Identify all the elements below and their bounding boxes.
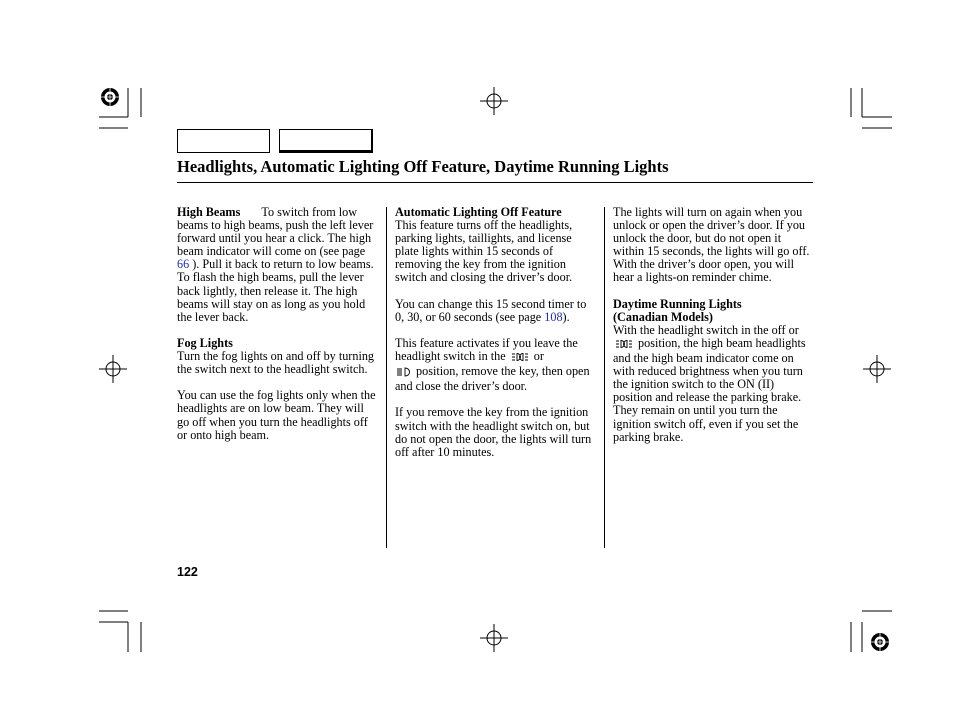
activate-text-a: This feature activates if you leave the headlight switch in the: [395, 335, 578, 364]
high-beams-page-link[interactable]: 66: [177, 257, 190, 272]
activate-text-or: or: [533, 349, 544, 364]
alo-heading: Automatic Lighting Off Feature: [395, 205, 562, 219]
section-tab-1[interactable]: [177, 129, 270, 153]
drl-text-a: With the headlight switch in the off or: [613, 322, 799, 337]
drl-heading-2: (Canadian Models): [613, 309, 713, 324]
timer-text-a: You can change this 15 second timer to 0, 30, or 60 seconds (see page: [395, 296, 587, 324]
alo-text: This feature turns off the headlights, parking lights, taillights, and license plate lights within 15 seconds of removing the key from the ignition switch and closing the driver’s door.: [395, 218, 573, 285]
timer-paragraph: [395, 298, 597, 324]
drl-heading-1: Daytime Running Lights: [613, 296, 742, 311]
page-number: 122: [177, 565, 198, 579]
section-tab-2[interactable]: [279, 129, 372, 153]
fog-lights-text: Turn the fog lights on and off by turning the switch next to the headlight switch.: [177, 349, 375, 377]
timer-text-b: ).: [562, 309, 570, 324]
column-3: [613, 206, 815, 457]
column-1: [177, 206, 377, 455]
drl-paragraph: [613, 298, 815, 444]
high-beams-text-b: ). Pull it back to return to low beams. To flash the high beams, pull the lever back lightly, then release it. The high beams will stay on as long as you hold the lever back.: [177, 257, 374, 324]
drl-text-b: position, the high beam headlights and the high beam indicator come on with reduced brightness when you turn the ignition switch to the ON (II) position and release the parking brake. They remain on until you turn the ignition switch off, even if you set the parking brake.: [613, 335, 806, 444]
relock-paragraph: The lights will turn on again when you unlock or open the driver’s door. If you unlock the door, but do not open it within 15 seconds, the lights will go off. With the driver’s door open, you will hear a lights-on reminder chime.: [613, 205, 810, 285]
fog-lights-paragraph: [177, 337, 377, 376]
activate-paragraph: [395, 337, 597, 393]
timer-page-link[interactable]: 108: [544, 309, 563, 324]
fog-lights-heading: Fog Lights: [177, 335, 233, 350]
high-beams-heading: High Beams: [177, 205, 241, 219]
fog-lights-usage: You can use the fog lights only when the headlights are on low beam. They will go off when you turn the headlights off or onto high beam.: [177, 388, 376, 442]
page-title: Headlights, Automatic Lighting Off Feature, Daytime Running Lights: [177, 157, 669, 176]
column-divider-2: [604, 207, 605, 548]
title-rule: [177, 182, 813, 183]
high-beams-paragraph: [177, 206, 377, 324]
high-beams-text-a: To switch from low beams to high beams, push the left lever forward until you hear a click. The high beam indicator will come on (see page: [177, 205, 374, 259]
activate-text-b: position, remove the key, then open and close the driver’s door.: [395, 364, 590, 394]
alo-paragraph: [395, 206, 597, 285]
column-2: [395, 206, 597, 472]
column-divider-1: [386, 207, 387, 548]
remove-key-paragraph: If you remove the key from the ignition switch with the headlight switch on, but do not open the door, the lights will turn off after 10 minutes.: [395, 405, 592, 459]
